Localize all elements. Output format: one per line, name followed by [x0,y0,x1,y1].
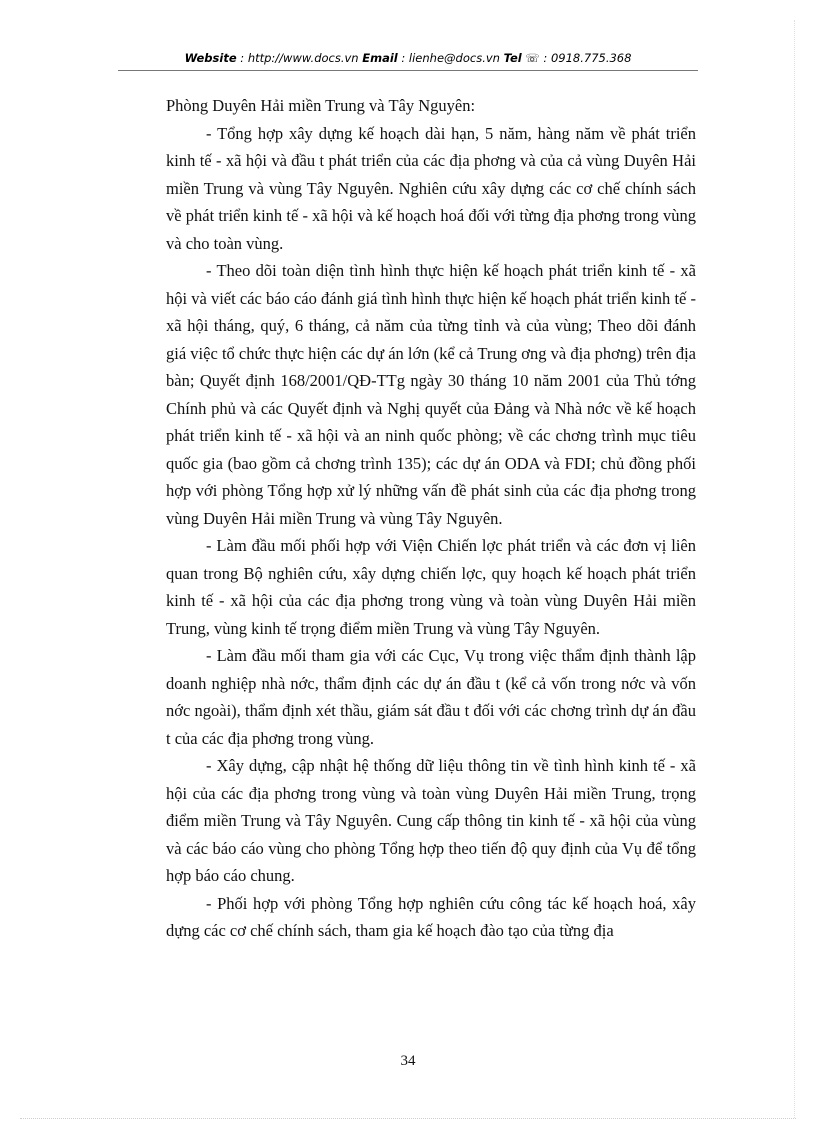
phone-icon: ☏ [525,51,540,65]
website-label: Website [184,51,237,65]
header-divider [118,70,698,71]
website-url: : http://www.docs.vn [240,51,359,65]
paragraph: - Xây dựng, cập nhật hệ thống dữ liệu thông tin về tình hình kinh tế - xã hội của các địa phơng trong vùng và toàn vùng Duyên Hải miền Trung, trọng điểm miền Trung và Tây Nguyên. Cung cấp thông tin kinh tế - xã hội của vùng và các báo cáo vùng cho phòng Tổng hợp theo tiến độ quy định của Vụ để tổng hợp báo cáo chung. [166,756,696,885]
page-number: 34 [400,1053,416,1069]
paragraph-heading: Phòng Duyên Hải miền Trung và Tây Nguyên: [166,96,476,115]
email-label: Email [362,51,398,65]
paragraph: - Làm đầu mối tham gia với các Cục, Vụ trong việc thẩm định thành lập doanh nghiệp nhà nớc, thẩm định các dự án đầu t (kể cả vốn trong nớc và vốn nớc ngoài), thẩm định xét thầu, giám sát đầu t đối với các chơng trình dự án đầu t của các địa phơng trong vùng. [166,646,696,748]
paragraph: - Phối hợp với phòng Tổng hợp nghiên cứu công tác kế hoạch hoá, xây dựng các cơ chế chính sách, tham gia kế hoạch đào tạo của từng địa [166,893,696,940]
paragraph: - Làm đầu mối phối hợp với Viện Chiến lợc phát triển và các đơn vị liên quan trong Bộ nghiên cứu, xây dựng chiến lợc, quy hoạch kế hoạch phát triển kinh tế - xã hội của các địa phơng trong vùng và toàn vùng Duyên Hải miền Trung, vùng kinh tế trọng điểm miền Trung và vùng Tây Nguyên. [166,536,696,638]
tel-label: Tel [503,51,522,65]
email-value: : lienhe@docs.vn [401,51,500,65]
page-right-border [794,20,795,1118]
tel-value: : 0918.775.368 [543,51,632,65]
paragraph: - Theo dõi toàn diện tình hình thực hiện kế hoạch phát triển kinh tế - xã hội và viết các báo cáo đánh giá tình hình thực hiện kế hoạch phát triển kinh tế - xã hội tháng, quý, 6 tháng, cả năm của từng tỉnh và của vùng; Theo dõi đánh giá việc tổ chức thực hiện các dự án lớn (kể cả Trung ơng và địa phơng) trên địa bàn; Quyết định 168/2001/QĐ-TTg ngày 30 tháng 10 năm 2001 của Thủ tớng Chính phủ và các Quyết định và Nghị quyết của Đảng và Nhà nớc về kế hoạch phát triển kinh tế - xã hội và an ninh quốc phòng; về các chơng trình mục tiêu quốc gia (bao gồm cả chơng trình 135); các dự án ODA và FDI; chủ đồng phối hợp với phòng Tổng hợp xử lý những vấn đề phát sinh của các địa phơng trong vùng Duyên Hải miền Trung và vùng Tây Nguyên. [166,261,696,528]
page-header [118,51,698,65]
paragraph: - Tổng hợp xây dựng kế hoạch dài hạn, 5 năm, hàng năm về phát triển kinh tế - xã hội và đầu t phát triển của các địa phơng và của cả vùng Duyên Hải miền Trung và vùng Tây Nguyên. Nghiên cứu xây dựng các cơ chế chính sách về phát triển kinh tế - xã hội và kế hoạch hoá đối với từng địa phơng trong vùng và cho toàn vùng. [166,123,696,253]
document-body [166,92,696,945]
page-bottom-border [20,1118,796,1119]
